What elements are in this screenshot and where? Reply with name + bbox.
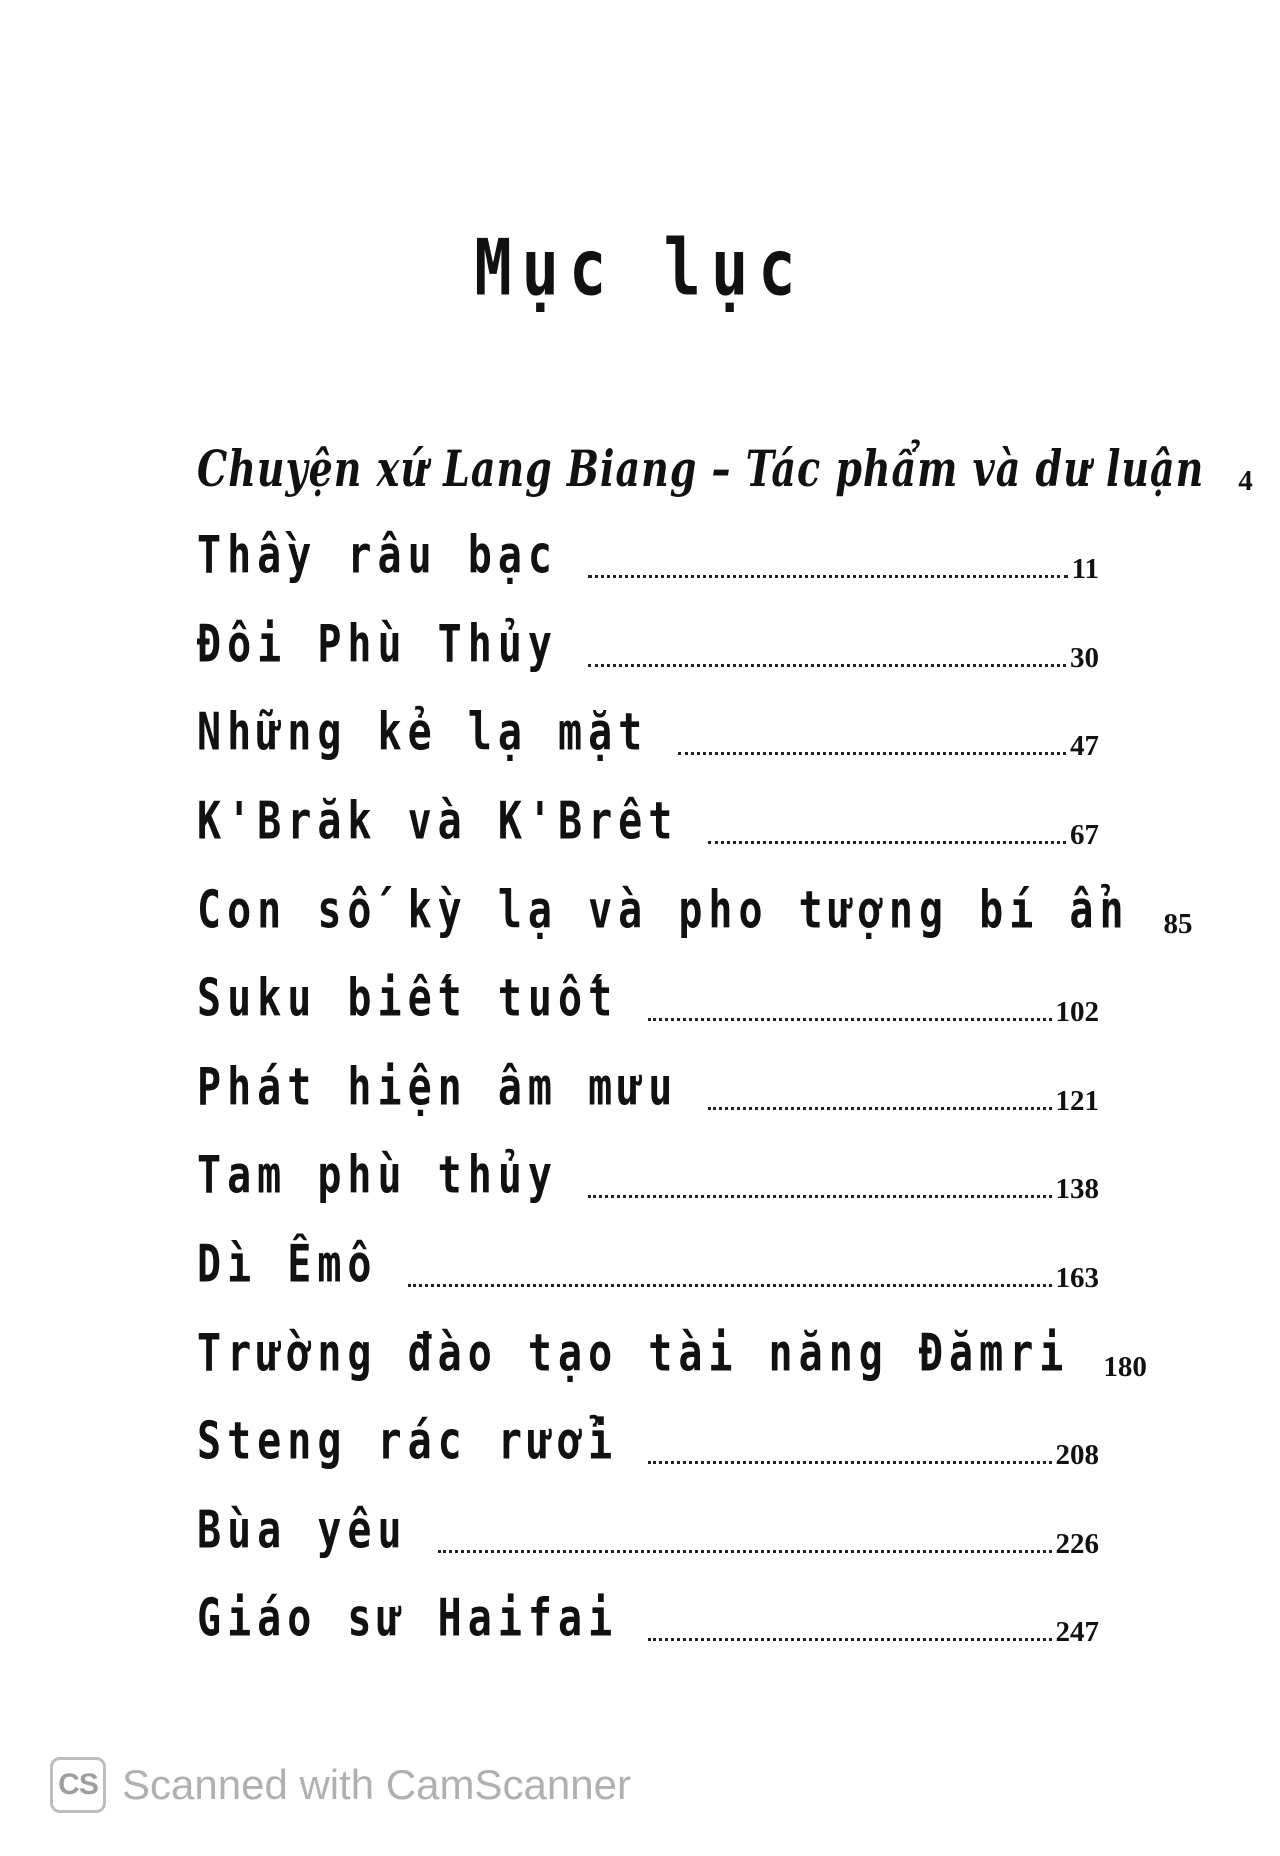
camscanner-logo-icon: CS bbox=[50, 1757, 106, 1813]
toc-leader-dots bbox=[648, 1017, 1051, 1021]
toc-entry-page: 4 bbox=[1238, 464, 1253, 497]
toc-entry-title: Thầy râu bạc bbox=[197, 525, 558, 586]
watermark-text: Scanned with CamScanner bbox=[122, 1761, 631, 1808]
toc-entry-title: Đôi Phù Thủy bbox=[197, 614, 558, 675]
toc-leader-dots bbox=[588, 1194, 1052, 1198]
toc-entry-page: 85 bbox=[1163, 907, 1193, 940]
toc-leader-dots bbox=[648, 1460, 1051, 1464]
toc-entry-title: Trường đào tạo tài năng Đămri bbox=[197, 1323, 1070, 1384]
toc-entry-page: 180 bbox=[1103, 1350, 1147, 1383]
toc-entry bbox=[197, 504, 1099, 593]
toc-entry-title: Phát hiện âm mưu bbox=[197, 1057, 679, 1118]
toc-entry-title: K'Brăk và K'Brêt bbox=[197, 791, 679, 852]
toc-entry-page: 163 bbox=[1055, 1261, 1099, 1294]
toc-entry bbox=[197, 858, 1193, 947]
toc-entry bbox=[197, 1035, 1099, 1124]
camscanner-watermark bbox=[50, 1757, 631, 1813]
toc-entry-title: Con số kỳ lạ và pho tượng bí ẩn bbox=[197, 880, 1130, 941]
toc-entry-title: Giáo sư Haifai bbox=[197, 1589, 619, 1649]
toc-leader-dots bbox=[438, 1549, 1052, 1553]
toc-leader-dots bbox=[588, 663, 1066, 667]
toc-leader-dots bbox=[708, 1106, 1051, 1110]
table-of-contents bbox=[197, 415, 1253, 1655]
toc-entry-page: 30 bbox=[1070, 641, 1099, 674]
toc-leader-dots bbox=[708, 840, 1066, 844]
toc-entry bbox=[197, 1478, 1099, 1567]
toc-entry bbox=[197, 592, 1099, 681]
toc-entry bbox=[197, 1301, 1147, 1390]
toc-leader-dots bbox=[408, 1283, 1052, 1287]
toc-entry-page: 208 bbox=[1055, 1439, 1099, 1472]
toc-entry-title: Bùa yêu bbox=[197, 1500, 408, 1561]
toc-entry-title: Những kẻ lạ mặt bbox=[197, 703, 649, 763]
toc-entry bbox=[197, 947, 1099, 1036]
toc-entry-page: 102 bbox=[1055, 996, 1099, 1029]
toc-entry bbox=[197, 1212, 1099, 1301]
toc-leader-dots bbox=[678, 751, 1066, 755]
page-title: Mục lục bbox=[474, 222, 806, 314]
toc-entry-page: 138 bbox=[1055, 1173, 1099, 1206]
toc-entry-page: 226 bbox=[1055, 1527, 1099, 1560]
toc-leader-dots bbox=[648, 1637, 1051, 1641]
toc-entry-title: Steng rác rưởi bbox=[197, 1411, 619, 1472]
toc-entry-page: 121 bbox=[1055, 1084, 1099, 1117]
toc-entry bbox=[197, 681, 1099, 770]
toc-entry bbox=[197, 1124, 1099, 1213]
toc-entry-page: 247 bbox=[1055, 1616, 1099, 1649]
toc-entry-title: Suku biết tuốt bbox=[197, 968, 619, 1029]
toc-entry-title: Chuyện xứ Lang Biang – Tác phẩm và dư luận bbox=[197, 438, 1205, 498]
toc-entry bbox=[197, 415, 1253, 504]
toc-entry-title: Tam phù thủy bbox=[197, 1146, 558, 1206]
toc-entry bbox=[197, 1390, 1099, 1479]
toc-entry-title: Dì Êmô bbox=[197, 1234, 378, 1295]
toc-entry-page: 11 bbox=[1071, 553, 1099, 586]
toc-entry bbox=[197, 1567, 1099, 1656]
toc-leader-dots bbox=[588, 574, 1068, 578]
toc-entry bbox=[197, 769, 1099, 858]
toc-entry-page: 47 bbox=[1070, 730, 1099, 763]
toc-entry-page: 67 bbox=[1070, 818, 1099, 851]
